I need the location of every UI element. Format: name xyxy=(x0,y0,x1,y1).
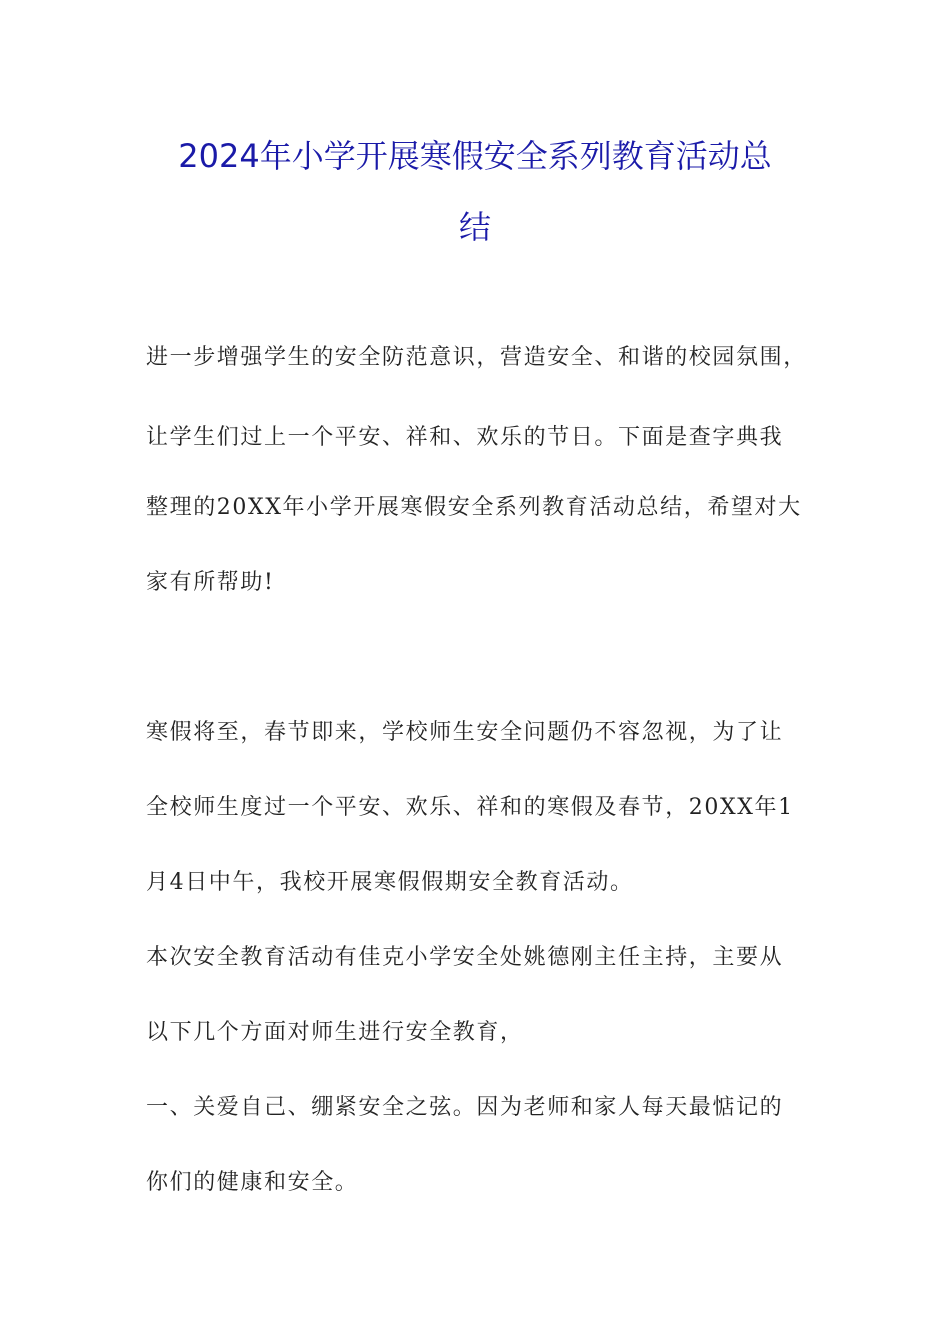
paragraph-line: 整理的20XX年小学开展寒假安全系列教育活动总结，希望对大 xyxy=(146,495,802,520)
document-title-line-1: 2024年小学开展寒假安全系列教育活动总 xyxy=(178,137,772,175)
paragraph-line: 寒假将至，春节即来，学校师生安全问题仍不容忽视，为了让 xyxy=(146,720,784,745)
document-title-line-2: 结 xyxy=(458,208,491,246)
paragraph-line: 月4日中午，我校开展寒假假期安全教育活动。 xyxy=(146,870,634,895)
paragraph-line: 全校师生度过一个平安、欢乐、祥和的寒假及春节，20XX年1 xyxy=(146,795,794,820)
paragraph-line: 一、关爱自己、绷紧安全之弦。因为老师和家人每天最惦记的 xyxy=(146,1095,784,1120)
paragraph-line: 本次安全教育活动有佳克小学安全处姚德刚主任主持，主要从 xyxy=(146,945,784,970)
paragraph-line: 以下几个方面对师生进行安全教育， xyxy=(146,1020,524,1045)
paragraph-line: 进一步增强学生的安全防范意识，营造安全、和谐的校园氛围， xyxy=(146,345,807,370)
paragraph-line: 让学生们过上一个平安、祥和、欢乐的节日。下面是查字典我 xyxy=(146,425,784,450)
paragraph-line: 家有所帮助! xyxy=(146,570,275,595)
paragraph-line: 你们的健康和安全。 xyxy=(146,1170,359,1195)
